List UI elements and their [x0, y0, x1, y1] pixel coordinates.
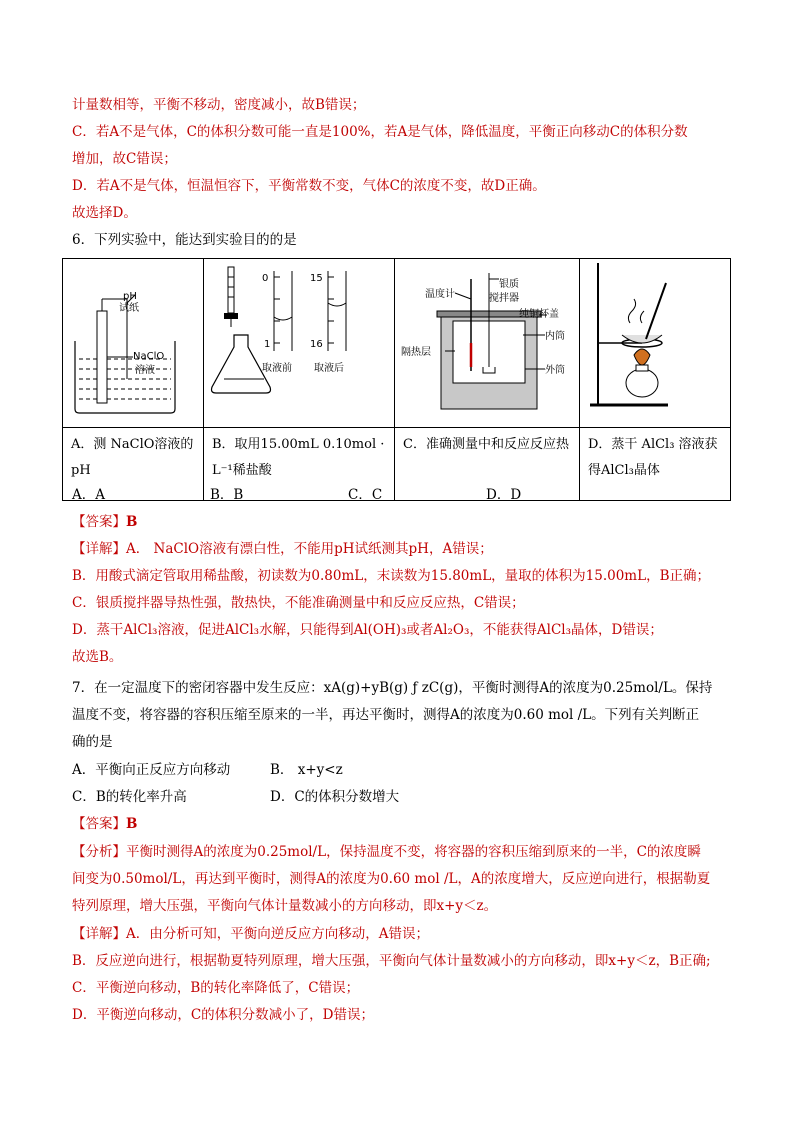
- q7-option-c: C．B的转化率升高: [72, 789, 187, 805]
- text-line: 增加，故C错误；: [72, 151, 177, 167]
- caption-a: A．测 NaClO溶液的pH: [63, 428, 204, 501]
- label-paper: 试纸: [119, 303, 139, 314]
- question-7-stem: 7．在一定温度下的密闭容器中发生反应：xA(g)+yB(g) ƒ zC(g)，平衡时测得A的浓度为0.25mol/L。保持: [72, 680, 713, 696]
- tick-0: 0: [262, 273, 269, 284]
- answer-value: B: [126, 514, 138, 530]
- q7-option-b: B． x+y<z: [270, 762, 343, 778]
- label-thermometer: 温度计: [425, 289, 455, 300]
- figure-b-burette-flask: [204, 259, 394, 417]
- answer-tag: 【答案】: [72, 816, 126, 832]
- figure-c-calorimeter: [395, 259, 579, 417]
- text-line: C．若A不是气体，C的体积分数可能一直是100%，若A是气体，降低温度，平衡正向移动C的体积分数: [72, 124, 688, 140]
- label-before: 取液前: [262, 363, 292, 374]
- option-a: A．A: [72, 487, 105, 503]
- option-b: B．B: [210, 487, 244, 503]
- label-ph: pH: [123, 291, 137, 302]
- label-lid: 纯铜杯盖: [519, 309, 559, 320]
- q7-option-a: A．平衡向正反应方向移动: [72, 762, 231, 778]
- text-line: 计量数相等，平衡不移动，密度减小，故B错误；: [72, 97, 366, 113]
- label-naclo: NaClO: [133, 351, 165, 362]
- detail-text: A． NaClO溶液有漂白性，不能用pH试纸测其pH，A错误；: [126, 541, 493, 557]
- figure-b-cell: [204, 259, 395, 428]
- figure-a-cell: [63, 259, 204, 428]
- option-d: D．D: [486, 487, 522, 503]
- text-line: D．若A不是气体，恒温恒容下，平衡常数不变，气体C的浓度不变，故D正确。: [72, 178, 546, 194]
- question-6-stem: 6．下列实验中，能达到实验目的的是: [72, 232, 297, 248]
- label-after: 取液后: [314, 363, 344, 374]
- detail-line: [72, 925, 429, 943]
- caption-c: C．准确测量中和反应反应热: [395, 428, 580, 501]
- figure-c-cell: [395, 259, 580, 428]
- analysis-line: 间变为0.50mol/L，再达到平衡时，测得A的浓度为0.60 mol /L，A的浓度增大，反应逆向进行，根据勒夏: [72, 871, 711, 887]
- tick-15: 15: [310, 273, 323, 284]
- answer-tag: 【答案】: [72, 514, 126, 530]
- detail-text: A．由分析可知，平衡向逆反应方向移动，A错误；: [126, 926, 429, 942]
- detail-tag: 【详解】: [72, 926, 126, 942]
- caption-d: D．蒸干 AlCl₃ 溶液获得AlCl₃晶体: [580, 428, 731, 501]
- label-solution: 溶液: [135, 365, 155, 376]
- detail-line: 故选B。: [72, 649, 123, 665]
- answer-line-7: [72, 815, 137, 833]
- answer-value: B: [126, 816, 138, 832]
- question-7-stem: 温度不变，将容器的容积压缩至原来的一半，再达平衡时，测得A的浓度为0.60 mol /L。下列有关判断正: [72, 707, 700, 723]
- analysis-line: [72, 843, 701, 861]
- detail-tag: 【详解】: [72, 541, 126, 557]
- detail-line: D．平衡逆向移动，C的体积分数减小了，D错误；: [72, 1007, 374, 1023]
- tick-1: 1: [264, 339, 271, 350]
- figure-d-evaporation: [580, 259, 730, 417]
- tick-16: 16: [310, 339, 323, 350]
- analysis-text: 平衡时测得A的浓度为0.25mol/L，保持温度不变，将容器的容积压缩到原来的一半，C的浓度瞬: [126, 844, 701, 860]
- analysis-tag: 【分析】: [72, 844, 126, 860]
- option-c: C．C: [348, 487, 383, 503]
- caption-b: B．取用15.00mL 0.10mol · L⁻¹稀盐酸: [204, 428, 395, 501]
- label-insulation: 隔热层: [401, 347, 431, 358]
- label-stirrer: 搅拌器: [489, 293, 519, 304]
- figure-d-cell: [580, 259, 731, 428]
- figure-a-beaker: [63, 259, 203, 417]
- label-outer: 外筒: [545, 365, 565, 376]
- answer-line-6: [72, 513, 137, 531]
- detail-line: B．反应逆向进行，根据勒夏特列原理，增大压强，平衡向气体计量数减小的方向移动，即x+y＜z，B正确;: [72, 953, 711, 969]
- label-silver: 银质: [499, 279, 519, 290]
- detail-line: C．银质搅拌器导热性强，散热快，不能准确测量中和反应反应热，C错误；: [72, 595, 525, 611]
- label-inner: 内筒: [545, 331, 565, 342]
- q7-option-d: D．C的体积分数增大: [270, 789, 400, 805]
- text-line: 故选择D。: [72, 205, 137, 221]
- question-7-stem: 确的是: [72, 734, 113, 750]
- detail-line: B．用酸式滴定管取用稀盐酸，初读数为0.80mL，末读数为15.80mL，量取的体积为15.00mL，B正确；: [72, 568, 710, 584]
- experiment-table: [62, 258, 731, 501]
- detail-line: C．平衡逆向移动，B的转化率降低了，C错误；: [72, 980, 360, 996]
- detail-line: [72, 540, 493, 558]
- detail-line: D．蒸干AlCl₃溶液，促进AlCl₃水解，只能得到Al(OH)₃或者Al₂O₃，不能获得AlCl₃晶体，D错误；: [72, 622, 663, 638]
- analysis-line: 特列原理，增大压强，平衡向气体计量数减小的方向移动，即x+y＜z。: [72, 898, 498, 914]
